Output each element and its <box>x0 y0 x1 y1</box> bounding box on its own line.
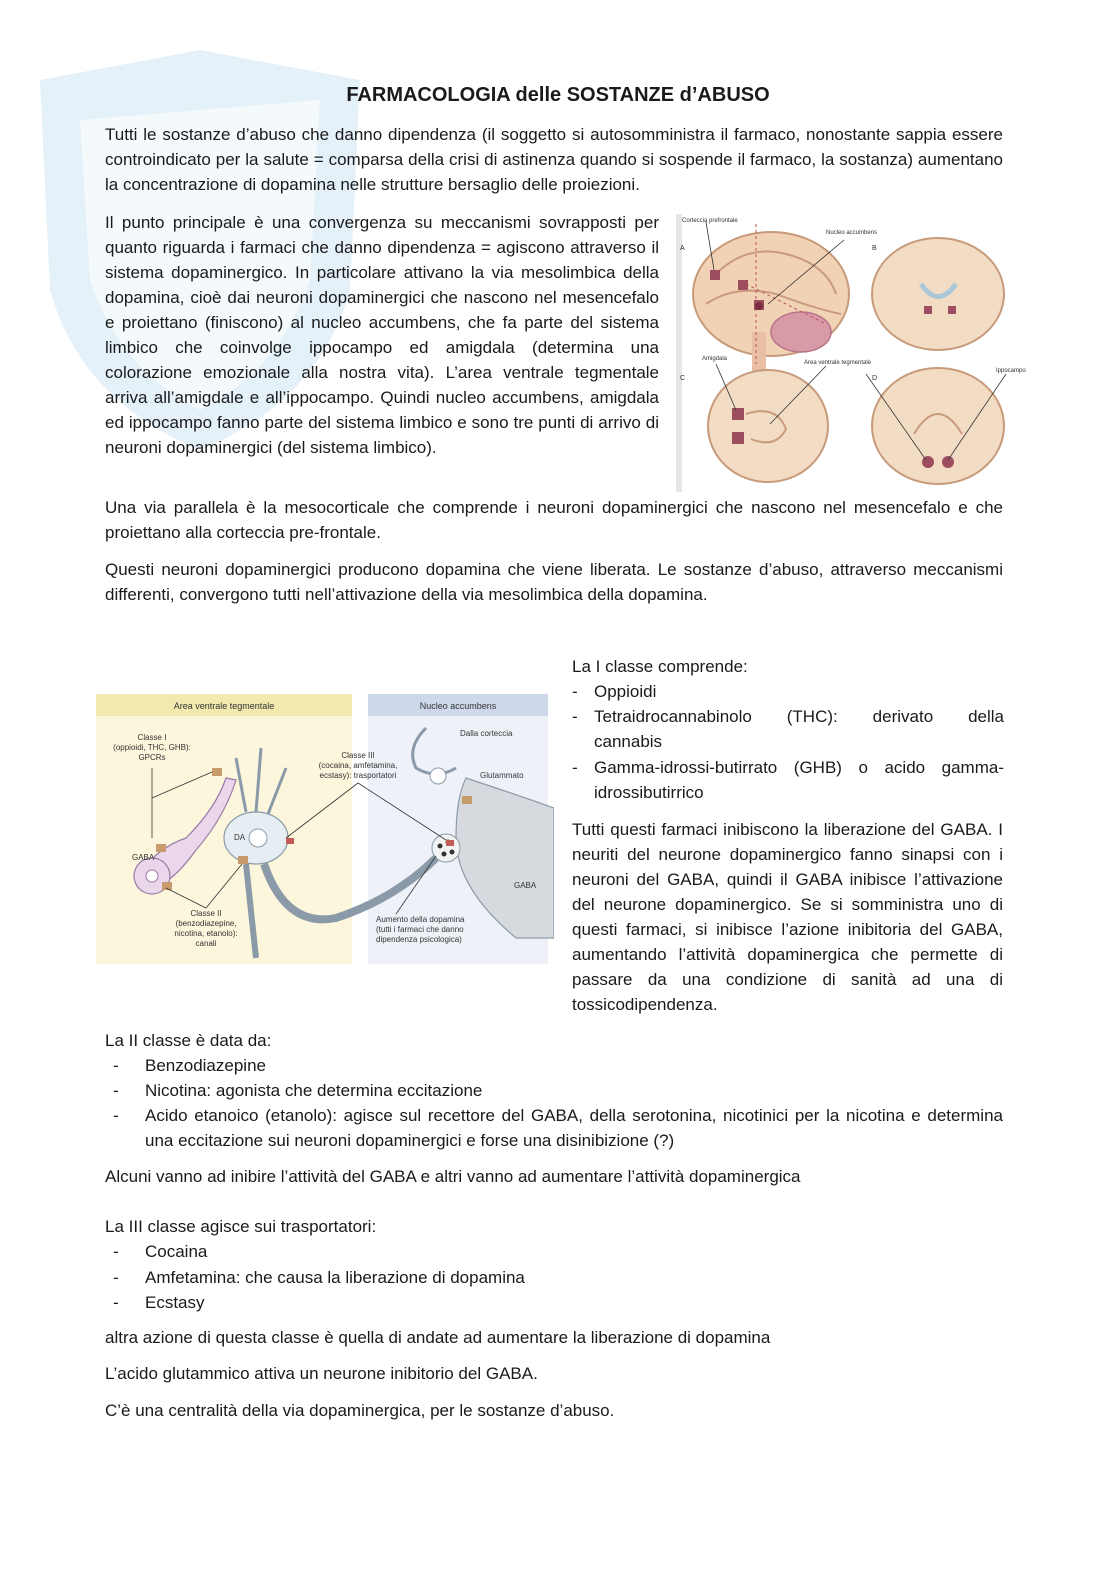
class2-label-3: nicotina, etanolo): <box>174 929 238 938</box>
label-amygdala: Amigdala <box>702 356 728 362</box>
class3-item-2: Amfetamina: che causa la liberazione di dopamina <box>145 1268 525 1287</box>
class3-intro: La III classe agisce sui trasportatori: <box>105 1217 377 1236</box>
bullet-dash: - <box>113 1293 119 1312</box>
class1-item-3-line1: Gamma-idrossi-butirrato (GHB) o acido gamma- <box>594 758 1004 777</box>
panel-c: C <box>680 375 686 382</box>
class3-note-2: L’acido glutammico attiva un neurone inibitorio del GABA. <box>105 1364 538 1383</box>
bullet-dash: - <box>572 707 578 726</box>
page-title: FARMACOLOGIA delle SOSTANZE d’ABUSO <box>346 84 770 106</box>
class2-label-2: (benzodiazepine, <box>175 919 237 928</box>
class2-item-2: Nicotina: agonista che determina eccitazione <box>145 1081 483 1100</box>
class1-label-2: (oppioidi, THC, GHB): <box>113 743 191 752</box>
class2-label-1: Classe II <box>190 909 222 918</box>
bullet-dash: - <box>113 1242 119 1261</box>
bullet-dash: - <box>113 1081 119 1100</box>
class3-label-2: (cocaina, amfetamina, <box>318 761 398 770</box>
class1-explanation: Tutti questi farmaci inibiscono la liberazione del GABA. I neuriti del neurone dopaminergico fanno sinapsi con i neuroni del GABA, quindi il GABA inibisce l’attivazione del neurone dopaminergico. Se si somministra uno di questi farmaci, si inibisce l’azione inibitoria del GABA, aumentando l’attività dopaminergica che permette di passare da una condizione di sanità ad una di tossicodipendenza. <box>572 820 1003 1014</box>
panel-a: A <box>680 245 685 252</box>
increase-label-2: (tutti i farmaci che danno <box>376 925 464 934</box>
increase-label-1: Aumento della dopamina <box>376 915 465 924</box>
bullet-dash: - <box>572 758 578 777</box>
class1-intro: La I classe comprende: <box>572 657 748 676</box>
panel-b: B <box>872 245 877 252</box>
class3-note-3: C’è una centralità della via dopaminergica, per le sostanze d’abuso. <box>105 1401 615 1420</box>
bullet-dash: - <box>113 1056 119 1075</box>
class2-item-1: Benzodiazepine <box>145 1056 266 1075</box>
panel-d: D <box>872 375 878 382</box>
vta-header: Area ventrale tegmentale <box>173 701 275 711</box>
label-hippocampus: Ippocampo <box>996 368 1026 374</box>
intro-paragraph: Tutti le sostanze d’abuso che danno dipendenza (il soggetto si autosomministra il farmaco, nonostante sappia essere controindicato per la salute = comparsa della crisi di astinenza quando si sospende il farmaco, la sostanza) aumentano la concentrazione di dopamina nelle strutture bersaglio delle proiezioni. <box>105 125 1003 194</box>
class3-item-3: Ecstasy <box>145 1293 205 1312</box>
glutamate-label: Glutammato <box>480 771 524 780</box>
convergence-paragraph: Il punto principale è una convergenza su meccanismi sovrapposti per quanto riguarda i farmaci che danno dipendenza = agiscono attraverso il sistema dopaminergico. In particolare attivano la via mesolimbica della dopamina, cioè dai neuroni dopaminergici che nascono nel mesencefalo e proiettano (finiscono) al nucleo accumbens, che fa parte del sistema limbico che coinvolge ippocampo ed amigdala (determina una colorazione emozionale alla nostra vita). L’area ventrale tegmentale arriva all’amigdale e all’ippocampo. Quindi nucleo accumbens, amigdala ed ippocampo fanno parte del sistema limbico e sono tre punti di arrivo di neuroni dopaminergici (del sistema limbico). <box>105 213 659 457</box>
class2-intro: La II classe è data da: <box>105 1031 272 1050</box>
class1-label-1: Classe I <box>137 733 167 742</box>
bullet-dash: - <box>113 1106 119 1125</box>
gaba-right-label: GABA <box>514 881 537 890</box>
bullet-dash: - <box>113 1268 119 1287</box>
label-vta: Area ventrale tegmentale <box>804 360 872 366</box>
class3-label-3: ecstasy): trasportatori <box>319 771 397 780</box>
label-accumbens: Nucleo accumbens <box>826 230 878 236</box>
class3-note-1: altra azione di questa classe è quella di andate ad aumentare la liberazione di dopamina <box>105 1328 771 1347</box>
nac-header: Nucleo accumbens <box>419 701 497 711</box>
class2-label-4: canali <box>195 939 217 948</box>
class1-item-2-line1: Tetraidrocannabinolo (THC): derivato della <box>594 707 1004 726</box>
dopamine-paragraph: Questi neuroni dopaminergici producono dopamina che viene liberata. Le sostanze d’abuso, attraverso meccanismi differenti, convergono tutti nell’attivazione della via mesolimbica della dopamina. <box>105 560 1003 604</box>
class3-label-1: Classe III <box>341 751 375 760</box>
class2-item-3: Acido etanoico (etanolo): agisce sul recettore del GABA, della serotonina, nicotinici per la nicotina e determina una eccitazione sui neuroni dopaminergici e forse una disinibizione (?) <box>145 1106 1003 1150</box>
from-cortex-label: Dalla corteccia <box>460 729 513 738</box>
class1-label-3: GPCRs <box>138 753 166 762</box>
label-cortex: Corteccia prefrontale <box>682 218 738 224</box>
gaba-left-label: GABA <box>132 853 155 862</box>
increase-label-3: dipendenza psicologica) <box>376 935 462 944</box>
brain-pathways-figure <box>676 214 1032 492</box>
mesocortical-paragraph: Una via parallela è la mesocorticale che comprende i neuroni dopaminergici che nascono nel mesencefalo e che proiettano alla corteccia pre-frontale. <box>105 498 1003 542</box>
da-label: DA <box>234 833 246 842</box>
class1-item-1: Oppioidi <box>594 682 657 701</box>
class1-item-2-line2: cannabis <box>594 732 663 751</box>
bullet-dash: - <box>572 682 578 701</box>
class2-note: Alcuni vanno ad inibire l’attività del GABA e altri vanno ad aumentare l’attività dopaminergica <box>105 1167 801 1186</box>
class1-item-3-line2: idrossibutirrico <box>594 783 704 802</box>
class3-item-1: Cocaina <box>145 1242 208 1261</box>
drug-mechanism-figure <box>96 688 554 970</box>
